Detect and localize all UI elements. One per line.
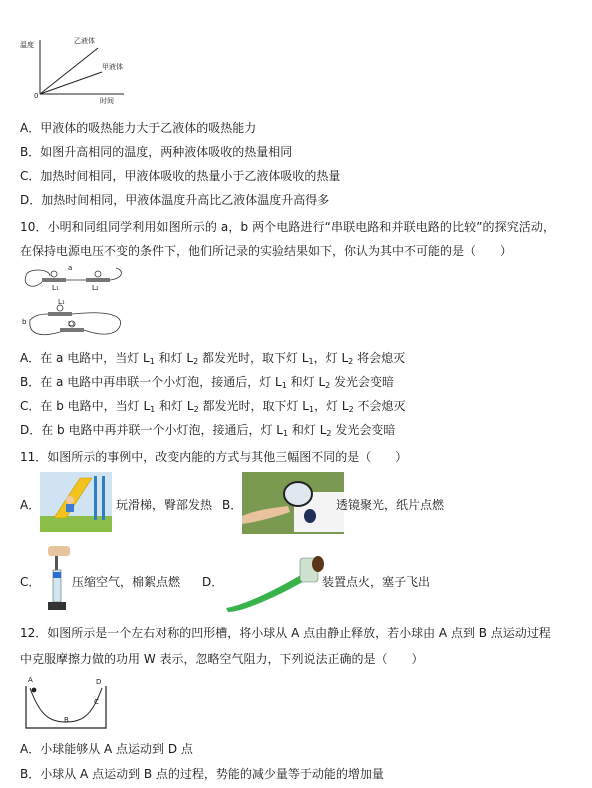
concave-groove-diagram — [20, 676, 112, 734]
q9-option-a: A．甲液体的吸热能力大于乙液体的吸热能力 — [20, 121, 257, 135]
q9-option-d: D．加热时间相同，甲液体温度升高比乙液体温度升高得多 — [20, 193, 330, 207]
q10-stem-line2: 在保持电源电压不变的条件下，他们所记录的实验结果如下，你认为其中不可能的是（ ） — [20, 244, 513, 258]
q12-option-a: A．小球能够从 A 点运动到 D 点 — [20, 742, 193, 756]
q11-c-text: 压缩空气，棉絮点燃 — [72, 575, 181, 589]
circuit-b-l2-label: L₂ — [68, 320, 75, 328]
point-b-label: B — [64, 716, 69, 724]
q11-a-label: A． — [20, 498, 41, 512]
q9-option-b: B．如图升高相同的温度，两种液体吸收的热量相同 — [20, 145, 293, 159]
q11-stem: 11．如图所示的事例中，改变内能的方式与其他三幅图不同的是（ ） — [20, 450, 408, 464]
q12-stem-line2: 中克服摩擦力做的功用 W 表示，忽略空气阻力，下列说法正确的是（ ） — [20, 652, 424, 666]
q11-b-text: 透镜聚光，纸片点燃 — [336, 498, 445, 512]
piston-image — [40, 546, 74, 616]
point-d-label: D — [96, 678, 102, 686]
circuit-a-l1-label: L₁ — [52, 284, 59, 292]
circuit-b-l1-label: L₁ — [58, 298, 65, 306]
q10-option-c: C．在 b 电路中，当灯 $L_1$ 和灯 $L_2$ 都发光时，取下灯 $L_1$，灯 $L_2$ 不会熄灭 — [20, 399, 406, 414]
point-c-label: C — [94, 698, 99, 706]
q11-c-label: C． — [20, 575, 41, 589]
q10-stem-line1: 10．小明和同组同学利用如图所示的 a，b 两个电路进行“串联电路和并联电路的比较”的探究活动， — [20, 220, 556, 234]
q11-a-text: 玩滑梯，臀部发热 — [116, 498, 213, 512]
graph-x-axis-label: 时间 — [100, 97, 114, 105]
graph-origin-label: 0 — [34, 92, 39, 100]
circuit-diagram — [20, 264, 130, 340]
ignition-device-image — [222, 550, 332, 612]
q12-option-b: B．小球从 A 点运动到 B 点的过程，势能的减少量等于动能的增加量 — [20, 767, 384, 781]
q10-option-d: D．在 b 电路中再并联一个小灯泡，接通后，灯 $L_1$ 和灯 $L_2$ 发光会变暗 — [20, 423, 396, 438]
magnifier-image — [242, 472, 344, 534]
q11-d-text: 装置点火，塞子飞出 — [322, 575, 431, 589]
circuit-a-l2-label: L₂ — [92, 284, 99, 292]
q9-option-c: C．加热时间相同，甲液体吸收的热量小于乙液体吸收的热量 — [20, 169, 341, 183]
graph-line-jia-label: 甲液体 — [102, 63, 123, 71]
q12-stem-line1: 12．如图所示是一个左右对称的凹形槽，将小球从 A 点由静止释放，若小球由 A 点到 B 点运动过程 — [20, 626, 551, 640]
graph-y-axis-label: 温度 — [20, 41, 34, 49]
q10-option-a: A．在 a 电路中，当灯 $L_1$ 和灯 $L_2$ 都发光时，取下灯 $L_1$，灯 $L_2$ 将会熄灭 — [20, 351, 406, 366]
q11-b-label: B． — [222, 498, 243, 512]
temperature-time-graph — [20, 34, 130, 106]
circuit-b-label: b — [22, 318, 27, 326]
circuit-a-label: a — [68, 264, 73, 272]
point-a-label: A — [28, 676, 33, 684]
q11-d-label: D． — [202, 575, 224, 589]
slide-image — [40, 472, 112, 532]
q10-option-b: B．在 a 电路中再串联一个小灯泡，接通后，灯 $L_1$ 和灯 $L_2$ 发光会变暗 — [20, 375, 395, 390]
graph-line-yi-label: 乙液体 — [74, 37, 95, 45]
